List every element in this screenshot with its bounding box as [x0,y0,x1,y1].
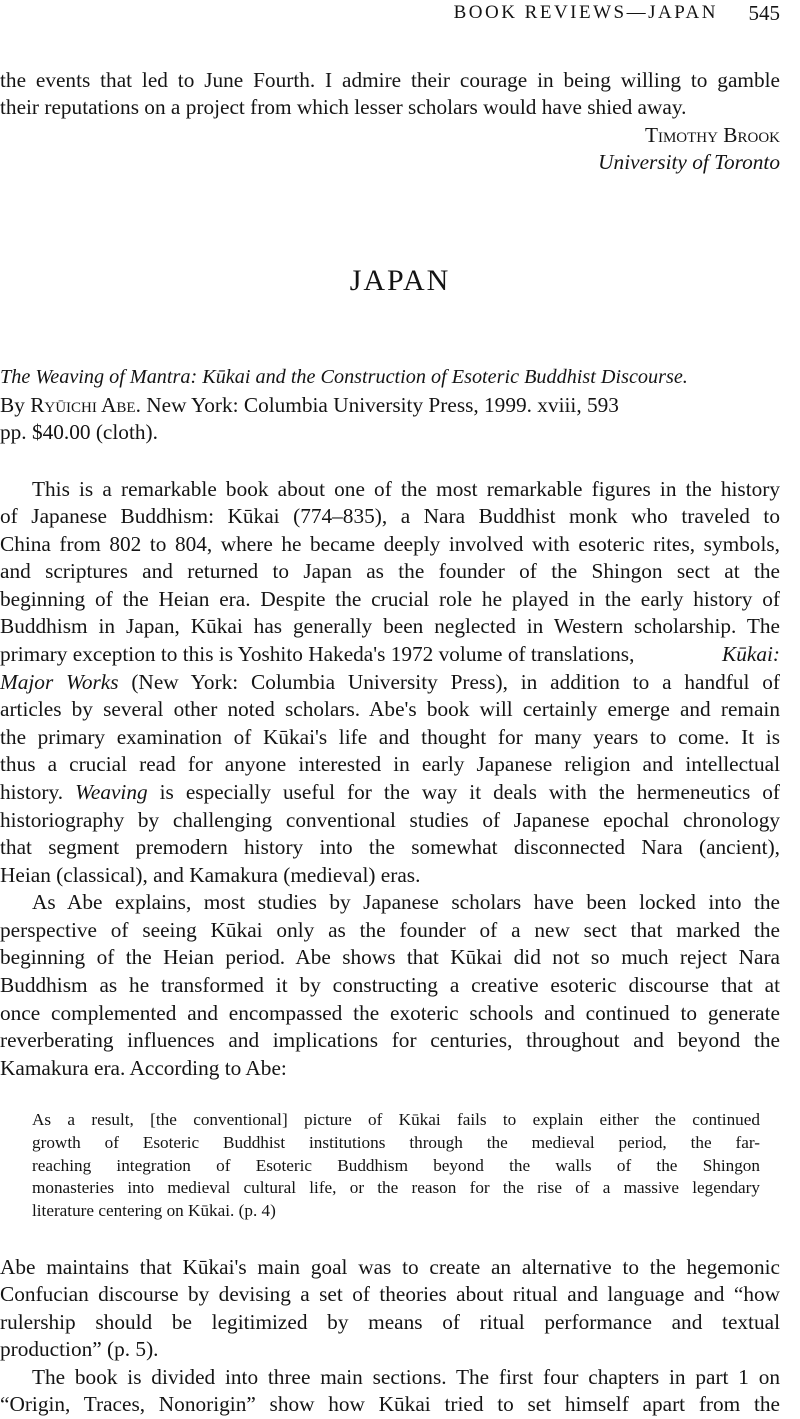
block-quote-line: monasteries into medieval cultural life, or the reason for the rise of a massive legendary [32,1178,760,1198]
book-title-kukai: Kūkai: [722,642,780,667]
paragraph-line: production” (p. 5). [0,1337,159,1362]
paragraph-line: “Origin, Traces, Nonorigin” show how Kūkai tried to set himself apart from the [0,1392,780,1417]
paragraph-line [0,668,780,696]
prev-review-line: their reputations on a project from which lesser scholars would have shied away. [0,95,687,120]
paragraph-line: Kamakura era. According to Abe: [0,1055,287,1080]
block-quote-line: reaching integration of Esoteric Buddhism beyond the walls of the Shingon [32,1155,760,1175]
citation-by: By [0,392,31,417]
citation-title [0,363,688,391]
section-heading: JAPAN [349,264,451,298]
paragraph-line: The book is divided into three main sections. The first four chapters in part 1 on [32,1364,780,1389]
paragraph-line: Heian (classical), and Kamakura (medieval) eras. [0,862,421,887]
running-header-title: BOOK REVIEWS—JAPAN [453,2,718,23]
citation-author-line [0,391,619,419]
paragraph-line: Confucian discourse by devising a set of theories about ritual and language and “how [0,1282,780,1307]
paragraph-line: and scriptures and returned to Japan as the founder of the Shingon sect at the [0,559,780,584]
book-author: Ryūichi Abe [30,392,136,417]
book-title-major-works: Major Works [0,669,119,694]
paragraph-line: once complemented and encompassed the exoteric schools and continued to generate [0,1000,780,1025]
paragraph-line-text: history. [0,779,76,804]
prev-review-line: the events that led to June Fourth. I admire their courage in being willing to gamble [0,67,780,92]
paragraph-line: beginning of the Heian period. Abe shows that Kūkai did not so much reject Nara [0,945,780,970]
paragraph-line: the primary examination of Kūkai's life and thought for many years to come. It is [0,724,780,749]
paragraph-line: that segment premodern history into the somewhat disconnected Nara (ancient), [0,835,780,860]
block-quote-line: literature centering on Kūkai. (p. 4) [32,1201,276,1221]
paragraph-line: Buddhism as he transformed it by constructing a creative esoteric discourse that at [0,973,780,998]
paragraph-line-text: (New York: Columbia University Press), in addition to a handful of [118,669,781,694]
page-number: 545 [748,1,780,25]
reviewer-name: Timothy Brook [644,122,780,147]
paragraph-line: Buddhism in Japan, Kūkai has generally been neglected in Western scholarship. The [0,614,780,639]
citation-price-line: pp. $40.00 (cloth). [0,420,158,445]
paragraph-line: thus a crucial read for anyone interested in early Japanese religion and intellectual [0,752,780,777]
paragraph-line: historiography by challenging conventional studies of Japanese epochal chronology [0,807,780,832]
paragraph-line-text: is especially useful for the way it deals with the hermeneutics of [147,779,780,804]
reviewer-affiliation [598,148,780,176]
book-title: The Weaving of Mantra: Kūkai and the Construction of Esoteric Buddhist Discourse. [0,366,688,389]
reviewer-affiliation-text: University of Toronto [598,150,780,175]
paragraph-line: Abe maintains that Kūkai's main goal was to create an alternative to the hegemonic [0,1254,780,1279]
paragraph-line: rulership should be legitimized by means of ritual performance and textual [0,1309,780,1334]
paragraph-line: of Japanese Buddhism: Kūkai (774–835), a Nara Buddhist monk who traveled to [0,504,780,529]
paragraph-line: beginning of the Heian era. Despite the crucial role he played in the early history of [0,586,780,611]
paragraph-line: China from 802 to 804, where he became deeply involved with esoteric rites, symbols, [0,531,780,556]
publisher-info: . New York: Columbia University Press, 1999. xviii, 593 [135,392,619,417]
paragraph-line [0,640,780,668]
paragraph-line [0,778,780,806]
block-quote-line: As a result, [the conventional] picture of Kūkai fails to explain either the continued [32,1109,760,1129]
paragraph-line-text: primary exception to this is Yoshito Hakeda's 1972 volume of translations, [0,642,635,667]
paragraph-line: As Abe explains, most studies by Japanese scholars have been locked into the [32,890,780,915]
paragraph-line: articles by several other noted scholars. Abe's book will certainly emerge and remain [0,697,780,722]
paragraph-line: perspective of seeing Kūkai only as the founder of a new sect that marked the [0,917,780,942]
paragraph-line: This is a remarkable book about one of the most remarkable figures in the history [32,476,780,501]
block-quote-line: growth of Esoteric Buddhist institutions through the medieval period, the far- [32,1132,760,1152]
paragraph-line: reverberating influences and implications for centuries, throughout and beyond the [0,1028,780,1053]
book-title-weaving: Weaving [75,779,148,804]
